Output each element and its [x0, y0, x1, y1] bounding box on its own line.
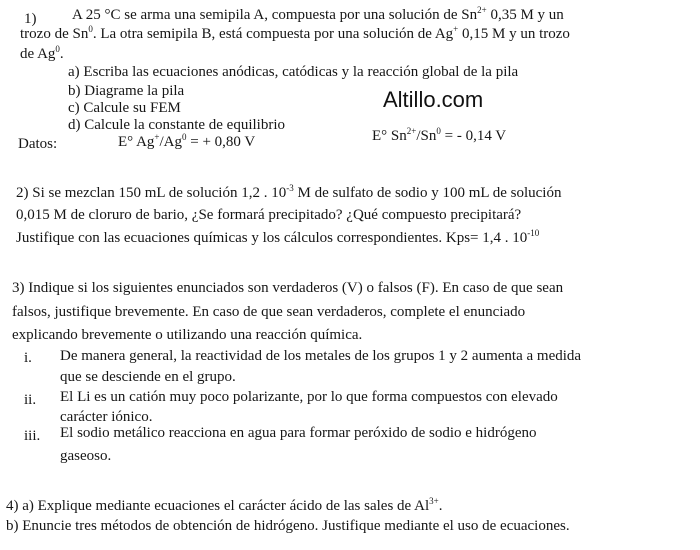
datos-ag-potential: E° $Ag^+/Ag^0$ = + 0,80 V [118, 132, 256, 150]
statement-line-2: que se desciende en el grupo. [60, 369, 236, 385]
statement-line-2: carácter iónico. [60, 409, 153, 425]
statement-line-2: gaseoso. [60, 448, 112, 464]
question-2-line-2: 0,015 M de cloruro de bario, ¿Se formará precipitado? ¿Qué compuesto precipitará? [16, 207, 522, 223]
question-4-line-2: b) Enuncie tres métodos de obtención de hidrógeno. Justifique mediante el uso de ecuaciones. [6, 518, 570, 534]
datos-label: Datos: [18, 136, 58, 152]
question-3-line-3: explicando brevemente o utilizando una reacción química. [12, 327, 363, 343]
statement-line-1: El sodio metálico reacciona en agua para formar peróxido de sodio e hidrógeno [60, 425, 537, 441]
datos-sn-potential: E° $Sn^{2+}/Sn^0$ = - 0,14 V [372, 126, 507, 144]
question-2-line-3: Justifique con las ecuaciones químicas y los cálculos correspondientes. Kps= 1,4 . $10^{-10}$ [16, 228, 540, 246]
question-1-item-d: d) Calcule la constante de equilibrio [68, 117, 286, 133]
question-3-line-2: falsos, justifique brevemente. En caso de que sean verdaderos, complete el enunciado [12, 304, 526, 320]
question-3-line-1: 3) Indique si los siguientes enunciados son verdaderos (V) o falsos (F). En caso de que sean [12, 280, 564, 296]
statement-numeral: iii. [24, 428, 41, 444]
question-1-item-c: c) Calcule su FEM [68, 100, 181, 116]
question-2-line-1: 2) Si se mezclan 150 mL de solución 1,2 . $10^{-3}$ M de sulfato de sodio y 100 mL de solución [16, 183, 562, 201]
question-1-line-1: A 25 °C se arma una semipila A, compuesta por una solución de $Sn^{2+}$ 0,35 M y un [72, 5, 564, 23]
question-1-item-b: b) Diagrame la pila [68, 83, 185, 99]
question-1-item-a: a) Escriba las ecuaciones anódicas, catódicas y la reacción global de la pila [68, 64, 519, 80]
question-1-line-2: trozo de Sn$^0$. La otra semipila B, está compuesta por una solución de Ag+ 0,15 M y un trozo [20, 24, 570, 42]
question-1-number: 1) [24, 11, 37, 27]
question-1-line-3: de Ag$^0$. [20, 44, 64, 62]
statement-numeral: i. [24, 350, 32, 366]
watermark-text: Altillo.com [383, 87, 484, 112]
statement-numeral: ii. [24, 392, 37, 408]
statement-line-1: El Li es un catión muy poco polarizante, por lo que forma compuestos con elevado [60, 389, 558, 405]
question-4-line-1: 4) a) Explique mediante ecuaciones el carácter ácido de las sales de $Al^{3+}$. [6, 496, 443, 514]
statement-line-1: De manera general, la reactividad de los metales de los grupos 1 y 2 aumenta a medida [60, 348, 582, 364]
